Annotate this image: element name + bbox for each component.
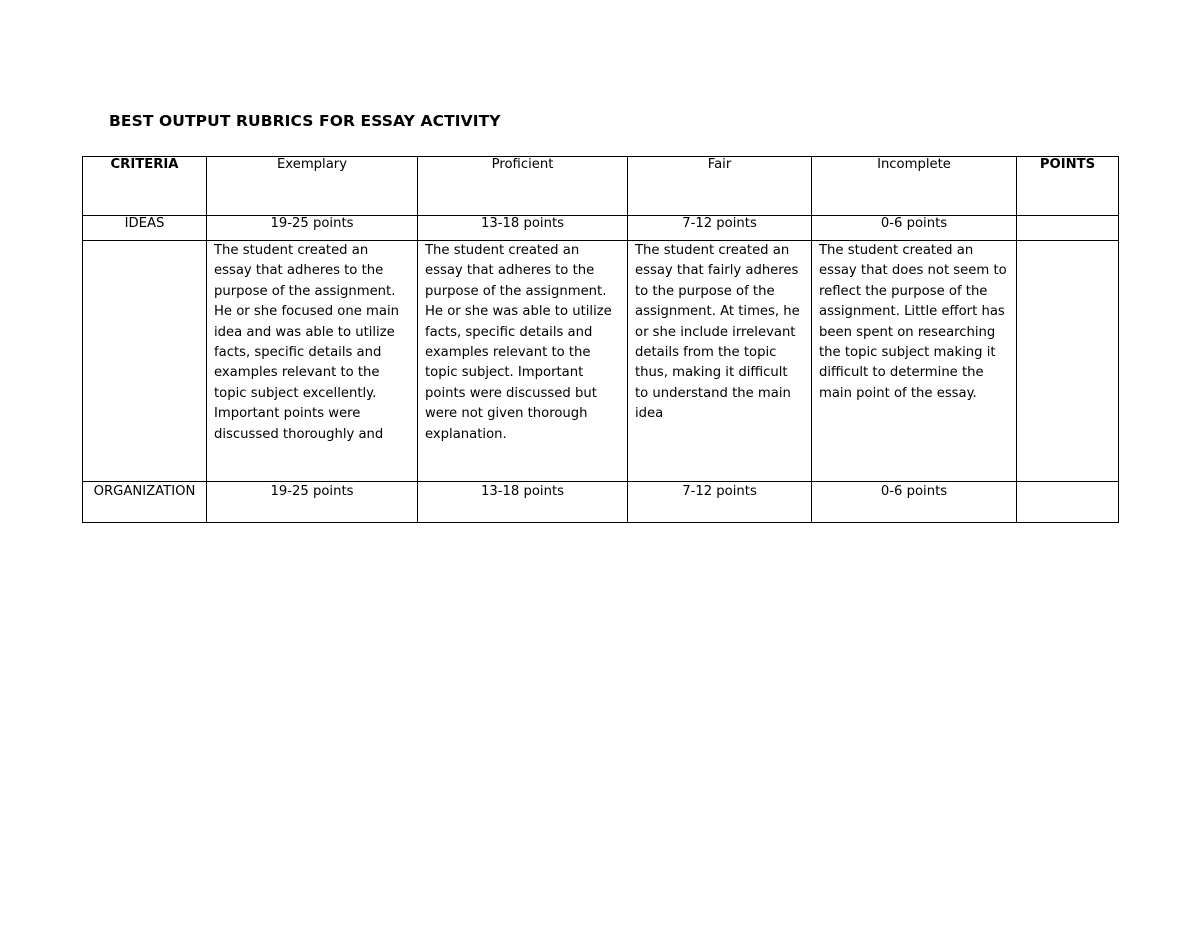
ideas-description-row	[83, 241, 1119, 482]
ideas-incomplete-points: 0-6 points	[812, 216, 1017, 241]
ideas-description-criteria-cell	[83, 241, 207, 482]
ideas-incomplete-description: The student created an essay that does not seem to reflect the purpose of the assignment. Little effort has been spent on researching the topic subject making it difficult to determine the main point of the essay.	[812, 241, 1017, 482]
header-exemplary: Exemplary	[207, 157, 418, 216]
ideas-description-points-cell	[1017, 241, 1119, 482]
organization-proficient-points: 13-18 points	[418, 482, 628, 523]
ideas-fair-description: The student created an essay that fairly adheres to the purpose of the assignment. At times, he or she include irrelevant details from the topic thus, making it difficult to understand the main idea	[628, 241, 812, 482]
ideas-proficient-description: The student created an essay that adheres to the purpose of the assignment. He or she was able to utilize facts, specific details and examples relevant to the topic subject. Important points were discussed but were not given thorough explanation.	[418, 241, 628, 482]
rubric-table	[82, 156, 1119, 523]
header-incomplete: Incomplete	[812, 157, 1017, 216]
organization-fair-points: 7-12 points	[628, 482, 812, 523]
ideas-exemplary-points: 19-25 points	[207, 216, 418, 241]
organization-points-cell	[1017, 482, 1119, 523]
ideas-fair-points: 7-12 points	[628, 216, 812, 241]
header-row	[83, 157, 1119, 216]
organization-criteria-label: ORGANIZATION	[83, 482, 207, 523]
organization-exemplary-points: 19-25 points	[207, 482, 418, 523]
ideas-proficient-points: 13-18 points	[418, 216, 628, 241]
ideas-exemplary-description: The student created an essay that adheres to the purpose of the assignment. He or she focused one main idea and was able to utilize facts, specific details and examples relevant to the topic subject excellently. Important points were discussed thoroughly and	[207, 241, 418, 482]
ideas-points-row	[83, 216, 1119, 241]
header-proficient: Proficient	[418, 157, 628, 216]
ideas-points-cell	[1017, 216, 1119, 241]
header-fair: Fair	[628, 157, 812, 216]
header-criteria: CRITERIA	[83, 157, 207, 216]
organization-points-row	[83, 482, 1119, 523]
page-title: BEST OUTPUT RUBRICS FOR ESSAY ACTIVITY	[109, 112, 501, 130]
ideas-criteria-label: IDEAS	[83, 216, 207, 241]
header-points: POINTS	[1017, 157, 1119, 216]
organization-incomplete-points: 0-6 points	[812, 482, 1017, 523]
